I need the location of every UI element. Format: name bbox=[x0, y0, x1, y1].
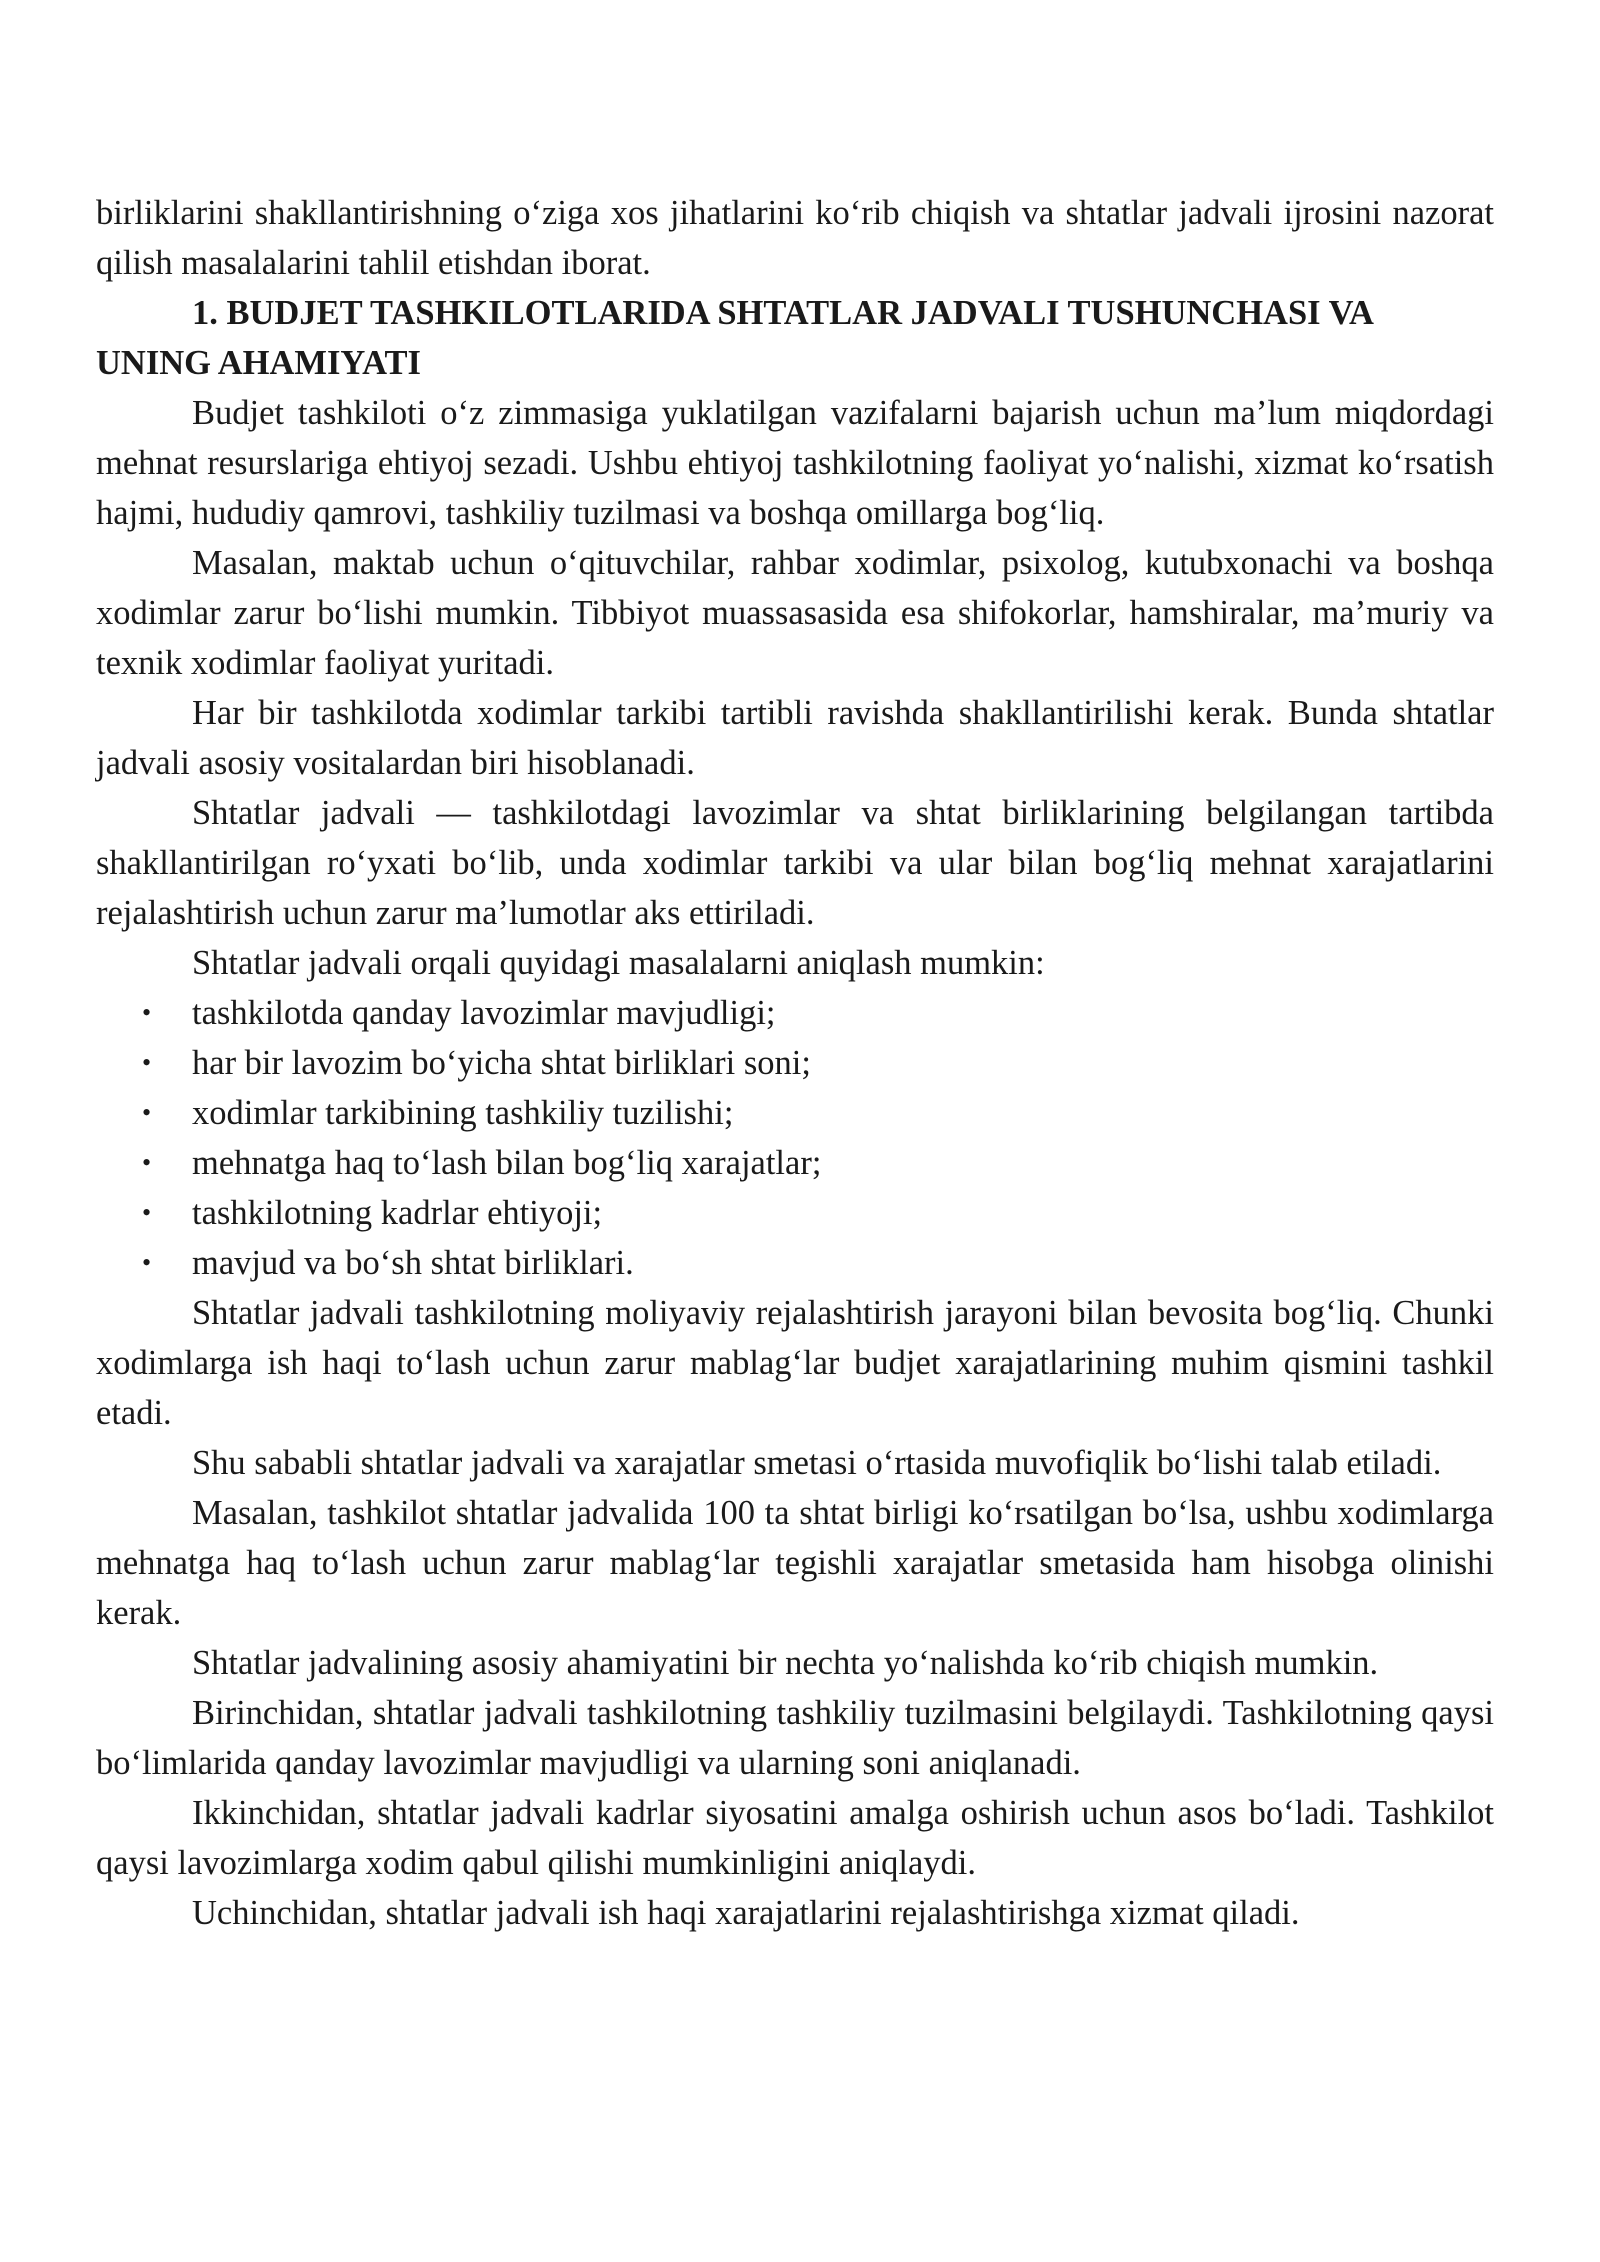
paragraph-financial-planning: Shtatlar jadvali tashkilotning moliyaviy rejalashtirish jarayoni bilan bevosita bog‘liq. Chunki xodimlarga ish haqi to‘lash uchun zarur mablag‘lar budjet xarajatlarining muhim qismini tashkil etadi. bbox=[96, 1294, 1494, 1432]
paragraph-definition: Shtatlar jadvali — tashkilotdagi lavozimlar va shtat birliklarining belgilangan tartibda shakllantirilgan ro‘yxati bo‘lib, unda xodimlar tarkibi va ular bilan bog‘liq mehnat xarajatlarini rejalashtirish uchun zarur ma’lumotlar aks ettiriladi. bbox=[96, 794, 1494, 932]
paragraph-school-example: Masalan, maktab uchun o‘qituvchilar, rahbar xodimlar, psixolog, kutubxonachi va boshqa xodimlar zarur bo‘lishi mumkin. Tibbiyot muassasasida esa shifokorlar, hamshiralar, ma’muriy va texnik xodimlar faoliyat yuritadi. bbox=[96, 544, 1494, 682]
paragraph-budget-needs: Budjet tashkiloti o‘z zimmasiga yuklatilgan vazifalarni bajarish uchun ma’lum miqdordagi mehnat resurslariga ehtiyoj sezadi. Ushbu ehtiyoj tashkilotning faoliyat yo‘nalishi, xizmat ko‘rsatish hajmi, hududiy qamrovi, tashkiliy tuzilmasi va boshqa omillarga bog‘liq. bbox=[96, 394, 1494, 532]
list-item-text: tashkilotning kadrlar ehtiyoji; bbox=[192, 1194, 603, 1232]
list-item-text: mavjud va bo‘sh shtat birliklari. bbox=[192, 1244, 634, 1282]
paragraph-estimate-consistency: Shu sababli shtatlar jadvali va xarajatlar smetasi o‘rtasida muvofiqlik bo‘lishi talab etiladi. bbox=[192, 1444, 1442, 1482]
bullet-marker: • bbox=[142, 1148, 152, 1177]
list-item-text: har bir lavozim bo‘yicha shtat birliklari soni; bbox=[192, 1044, 811, 1082]
bullet-marker: • bbox=[142, 1048, 152, 1077]
intro-continuation: birliklarini shakllantirishning o‘ziga xos jihatlarini ko‘rib chiqish va shtatlar jadvali ijrosini nazorat qilish masalalarini tahlil etishdan iborat. bbox=[96, 194, 1494, 282]
list-item bbox=[96, 1038, 1494, 1088]
list-item-text: tashkilotda qanday lavozimlar mavjudligi; bbox=[192, 994, 776, 1032]
bullet-marker: • bbox=[142, 1248, 152, 1277]
paragraph-third: Uchinchidan, shtatlar jadvali ish haqi xarajatlarini rejalashtirishga xizmat qiladi. bbox=[192, 1894, 1300, 1932]
list-item bbox=[96, 1238, 1494, 1288]
paragraph-staff-structure: Har bir tashkilotda xodimlar tarkibi tartibli ravishda shakllantirilishi kerak. Bunda shtatlar jadvali asosiy vositalardan biri hisoblanadi. bbox=[96, 694, 1494, 782]
list-item-text: xodimlar tarkibining tashkiliy tuzilishi; bbox=[192, 1094, 734, 1132]
paragraph-first: Birinchidan, shtatlar jadvali tashkilotning tashkiliy tuzilmasini belgilaydi. Tashkilotning qaysi bo‘limlarida qanday lavozimlar mavjudligi va ularning soni aniqlanadi. bbox=[96, 1694, 1494, 1782]
bullet-list bbox=[96, 988, 1494, 1288]
bullet-marker: • bbox=[142, 998, 152, 1027]
document-page bbox=[96, 188, 1494, 1938]
list-item bbox=[96, 1188, 1494, 1238]
paragraph-example-100: Masalan, tashkilot shtatlar jadvalida 100 ta shtat birligi ko‘rsatilgan bo‘lsa, ushbu xodimlarga mehnatga haq to‘lash uchun zarur mablag‘lar tegishli xarajatlar smetasida ham hisobga olinishi kerak. bbox=[96, 1494, 1494, 1632]
paragraph-importance: Shtatlar jadvalining asosiy ahamiyatini bir nechta yo‘nalishda ko‘rib chiqish mumkin. bbox=[192, 1644, 1379, 1682]
section-heading: 1. BUDJET TASHKILOTLARIDA SHTATLAR JADVALI TUSHUNCHASI VA UNING AHAMIYATI bbox=[96, 294, 1373, 382]
paragraph-list-intro: Shtatlar jadvali orqali quyidagi masalalarni aniqlash mumkin: bbox=[192, 944, 1045, 982]
list-item-text: mehnatga haq to‘lash bilan bog‘liq xarajatlar; bbox=[192, 1144, 822, 1182]
bullet-marker: • bbox=[142, 1198, 152, 1227]
list-item bbox=[96, 988, 1494, 1038]
bullet-marker: • bbox=[142, 1098, 152, 1127]
paragraph-second: Ikkinchidan, shtatlar jadvali kadrlar siyosatini amalga oshirish uchun asos bo‘ladi. Tashkilot qaysi lavozimlarga xodim qabul qilishi mumkinligini aniqlaydi. bbox=[96, 1794, 1494, 1882]
list-item bbox=[96, 1138, 1494, 1188]
list-item bbox=[96, 1088, 1494, 1138]
